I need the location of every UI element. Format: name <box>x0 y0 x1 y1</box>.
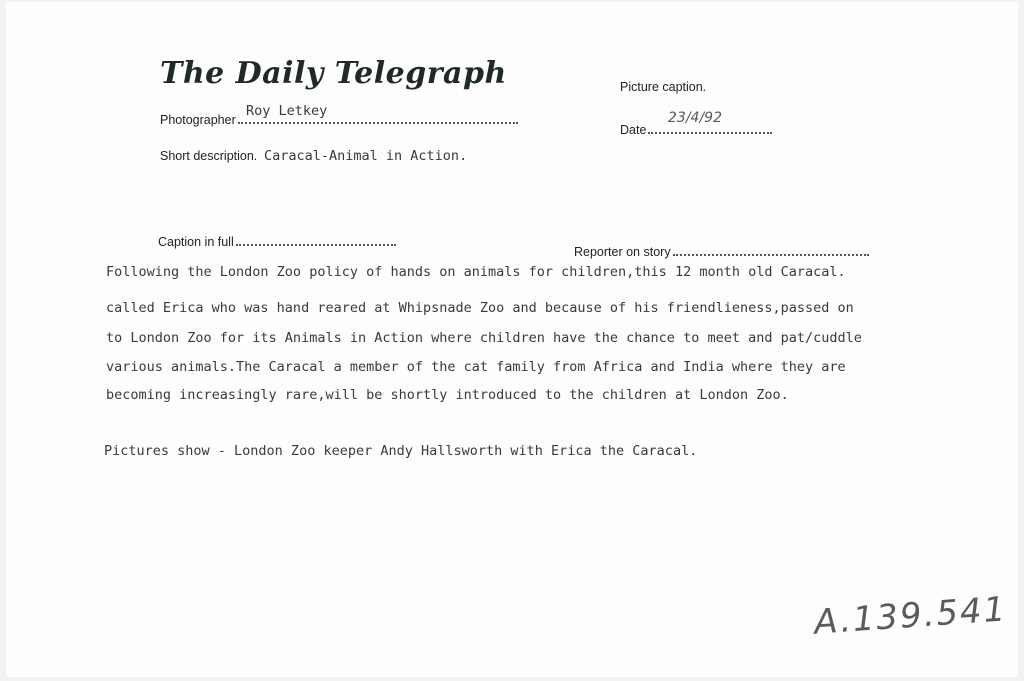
reference-number: A.139.541 <box>812 589 1009 643</box>
photographer-label-text: Photographer <box>160 113 236 127</box>
newspaper-masthead: The Daily Telegraph <box>160 56 507 91</box>
pictures-show-line: Pictures show - London Zoo keeper Andy Hallsworth with Erica the Caracal. <box>104 443 698 459</box>
picture-caption-label: Picture caption. <box>620 80 707 94</box>
caption-line-2: called Erica who was hand reared at Whipsnade Zoo and because of his friendlieness,passed on <box>106 300 854 316</box>
photographer-value: Roy Letkey <box>246 103 328 119</box>
reporter-dotted-line <box>673 244 869 256</box>
date-value: 23/4/92 <box>668 110 722 126</box>
reporter-label-text: Reporter on story <box>574 245 671 259</box>
photographer-label <box>160 112 518 127</box>
date-label-text: Date <box>620 123 647 137</box>
caption-in-full-label-text: Caption in full <box>158 235 234 249</box>
caption-dotted-line <box>236 234 396 246</box>
caption-in-full-label <box>158 234 396 249</box>
caption-line-3: to London Zoo for its Animals in Action where children have the chance to meet and pat/cuddle <box>106 330 862 346</box>
caption-line-4: various animals.The Caracal a member of the cat family from Africa and India where they are <box>106 359 846 375</box>
caption-line-1: Following the London Zoo policy of hands on animals for children,this 12 month old Caracal. <box>106 264 846 280</box>
reporter-label <box>574 244 869 259</box>
short-description-label: Short description. <box>160 149 258 163</box>
caption-line-5: becoming increasingly rare,will be shortly introduced to the children at London Zoo. <box>106 387 789 403</box>
short-description-value: Caracal-Animal in Action. <box>264 148 468 164</box>
